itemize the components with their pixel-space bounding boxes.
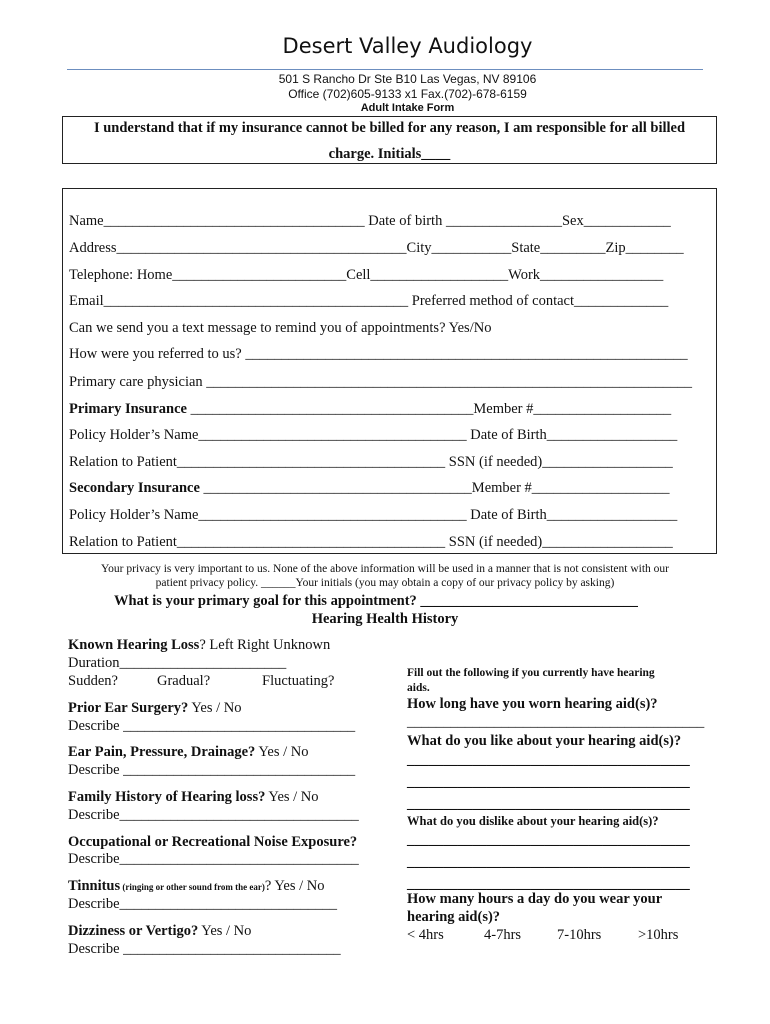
known-hearing-loss-label: Known Hearing Loss	[68, 637, 200, 653]
practice-title: Desert Valley Audiology	[282, 34, 533, 58]
dizziness-describe[interactable]: Describe ______________________________	[68, 941, 341, 957]
ear-surgery-options[interactable]: Yes / No	[188, 700, 242, 716]
hearing-aid-like-line1[interactable]: _______________________________________	[407, 752, 690, 768]
onset-fluctuating[interactable]: Fluctuating?	[262, 673, 335, 689]
text-reminder-row[interactable]: Can we send you a text message to remind you of appointments? Yes/No	[69, 320, 492, 336]
secondary-policy-holder-row[interactable]: Policy Holder’s Name_____________________________________ Date of Birth__________________	[69, 507, 678, 523]
hearing-aid-intro-line1: Fill out the following if you currently have hearing	[407, 667, 655, 679]
known-hearing-loss-options[interactable]: ? Left Right Unknown	[199, 637, 331, 653]
hours-option-4-7[interactable]: 4-7hrs	[484, 927, 522, 943]
primary-goal-question[interactable]: What is your primary goal for this appointment? ______________________________	[114, 593, 638, 609]
secondary-relation-row[interactable]: Relation to Patient_____________________________________ SSN (if needed)__________________	[69, 534, 673, 550]
practice-phone: Office (702)605-9133 x1 Fax.(702)-678-6159	[288, 87, 527, 101]
primary-insurance-fields[interactable]: _______________________________________Member #___________________	[187, 401, 672, 417]
address-row[interactable]: Address________________________________________City___________State_________Zip________	[69, 240, 684, 256]
dizziness-label: Dizziness or Vertigo?	[68, 923, 199, 939]
noise-exposure-label: Occupational or Recreational Noise Exposure?	[68, 834, 358, 850]
ear-surgery-describe[interactable]: Describe ________________________________	[68, 718, 356, 734]
insurance-notice-initials[interactable]: charge. Initials____	[328, 146, 451, 162]
privacy-line1: Your privacy is very important to us. None of the above information will be used in a manner that is not consistent with our	[101, 563, 669, 575]
hearing-aid-duration-line[interactable]: _________________________________________	[407, 714, 705, 730]
family-history-label: Family History of Hearing loss?	[68, 789, 266, 805]
insurance-notice-box	[62, 116, 717, 164]
hearing-aid-dislike-line3[interactable]: _______________________________________	[407, 876, 690, 892]
hearing-aid-intro-line2: aids.	[407, 682, 430, 694]
form-name: Adult Intake Form	[360, 102, 455, 114]
header-divider	[67, 69, 703, 70]
name-dob-sex-row[interactable]: Name____________________________________ Date of birth ________________Sex____________	[69, 213, 671, 229]
hearing-aid-like-line3[interactable]: _______________________________________	[407, 796, 690, 812]
primary-care-row[interactable]: Primary care physician ___________________________________________________________________	[69, 374, 693, 390]
hearing-aid-hours-question-line2: hearing aid(s)?	[407, 909, 501, 925]
noise-exposure-describe[interactable]: Describe_________________________________	[68, 851, 359, 867]
insurance-notice-line1: I understand that if my insurance cannot be billed for any reason, I am responsible for all billed	[93, 120, 686, 136]
hearing-aid-duration-question: How long have you worn hearing aid(s)?	[407, 696, 658, 712]
duration-field[interactable]: Duration_______________________	[68, 655, 287, 671]
practice-address: 501 S Rancho Dr Ste B10 Las Vegas, NV 89106	[278, 72, 537, 86]
tinnitus-options[interactable]: ? Yes / No	[264, 878, 325, 894]
ear-pain-describe[interactable]: Describe ________________________________	[68, 762, 356, 778]
ear-pain-options[interactable]: Yes / No	[255, 744, 309, 760]
hours-option-under-4[interactable]: < 4hrs	[407, 927, 444, 943]
ear-pain-row[interactable]	[68, 744, 308, 761]
tinnitus-label: Tinnitus	[68, 878, 121, 894]
policy-holder-row[interactable]: Policy Holder’s Name_____________________________________ Date of Birth__________________	[69, 427, 678, 443]
onset-sudden[interactable]: Sudden?	[68, 673, 118, 689]
hearing-history-title: Hearing Health History	[311, 611, 459, 627]
relation-row[interactable]: Relation to Patient_____________________________________ SSN (if needed)__________________	[69, 454, 673, 470]
hours-option-over-10[interactable]: >10hrs	[638, 927, 679, 943]
onset-gradual[interactable]: Gradual?	[157, 673, 211, 689]
primary-insurance-row[interactable]	[69, 401, 671, 418]
hearing-aid-hours-question-line1: How many hours a day do you wear your	[407, 891, 663, 907]
known-hearing-loss-row[interactable]	[68, 637, 330, 654]
telephone-row[interactable]: Telephone: Home________________________Cell___________________Work_________________	[69, 267, 664, 283]
ear-surgery-label: Prior Ear Surgery?	[68, 700, 189, 716]
family-history-describe[interactable]: Describe_________________________________	[68, 807, 359, 823]
hours-option-7-10[interactable]: 7-10hrs	[557, 927, 602, 943]
tinnitus-note: (ringing or other sound from the ear)	[120, 882, 265, 892]
dizziness-options[interactable]: Yes / No	[198, 923, 252, 939]
family-history-options[interactable]: Yes / No	[265, 789, 319, 805]
family-history-row[interactable]	[68, 789, 319, 806]
hearing-aid-dislike-question: What do you dislike about your hearing aid(s)?	[407, 814, 659, 828]
hearing-aid-dislike-line2[interactable]: _______________________________________	[407, 854, 690, 870]
ear-surgery-row[interactable]	[68, 700, 241, 717]
secondary-insurance-label: Secondary Insurance	[69, 480, 200, 496]
patient-info-box	[62, 188, 717, 554]
primary-insurance-label: Primary Insurance	[69, 401, 187, 417]
secondary-insurance-row[interactable]	[69, 480, 670, 497]
privacy-line2[interactable]: patient privacy policy. ______Your initials (you may obtain a copy of our privacy policy by asking)	[155, 577, 615, 589]
referral-row[interactable]: How were you referred to us? _____________________________________________________________	[69, 346, 688, 362]
hearing-aid-dislike-line1[interactable]: _______________________________________	[407, 832, 690, 848]
hearing-aid-like-line2[interactable]: _______________________________________	[407, 774, 690, 790]
ear-pain-label: Ear Pain, Pressure, Drainage?	[68, 744, 256, 760]
tinnitus-describe[interactable]: Describe______________________________	[68, 896, 338, 912]
hearing-aid-like-question: What do you like about your hearing aid(s)?	[407, 733, 682, 749]
dizziness-row[interactable]	[68, 923, 251, 940]
tinnitus-row[interactable]	[68, 878, 325, 895]
email-row[interactable]: Email__________________________________________ Preferred method of contact_____________	[69, 293, 669, 309]
secondary-insurance-fields[interactable]: _____________________________________Member #___________________	[199, 480, 670, 496]
